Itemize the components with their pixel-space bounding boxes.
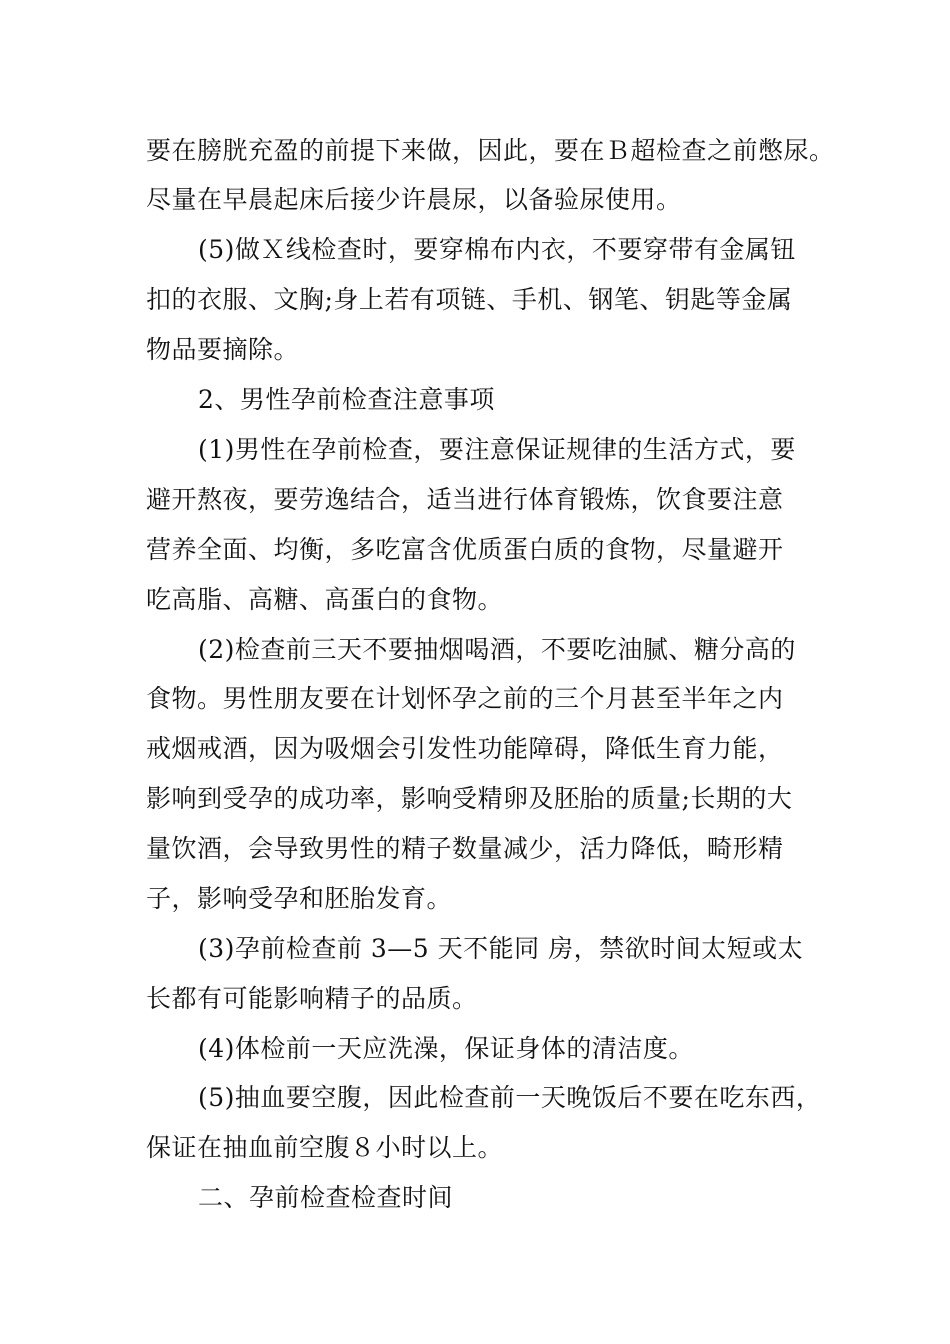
text-line: (5)抽血要空腹，因此检查前一天晚饭后不要在吃东西， (198, 1083, 822, 1112)
text-line: (5)做Ｘ线检查时，要穿棉布内衣，不要穿带有金属钮 (198, 235, 796, 264)
text-line: 保证在抽血前空腹８小时以上。 (146, 1133, 504, 1162)
section-heading: 2、男性孕前检查注意事项 (198, 385, 495, 414)
text-line: 影响到受孕的成功率，影响受精卵及胚胎的质量;长期的大 (146, 784, 793, 813)
section-heading: 二、孕前检查检查时间 (198, 1183, 454, 1212)
text-line: 要在膀胱充盈的前提下来做，因此，要在Ｂ超检查之前憋尿。 (146, 136, 835, 165)
text-line: 量饮酒，会导致男性的精子数量减少，活力降低，畸形精 (146, 834, 784, 863)
text-line: (4)体检前一天应洗澡，保证身体的清洁度。 (198, 1034, 694, 1063)
text-line: 长都有可能影响精子的品质。 (146, 984, 478, 1013)
text-line: (1)男性在孕前检查，要注意保证规律的生活方式，要 (198, 435, 796, 464)
text-line: 扣的衣服、文胸;身上若有项链、手机、钢笔、钥匙等金属 (146, 285, 793, 314)
text-line: 营养全面、均衡，多吃富含优质蛋白质的食物，尽量避开 (146, 535, 784, 564)
text-line: 物品要摘除。 (146, 335, 300, 364)
text-line: 食物。男性朋友要在计划怀孕之前的三个月甚至半年之内 (146, 684, 784, 713)
text-line: 避开熬夜，要劳逸结合，适当进行体育锻炼，饮食要注意 (146, 485, 784, 514)
text-line: 吃高脂、高糖、高蛋白的食物。 (146, 585, 504, 614)
text-line: 戒烟戒酒，因为吸烟会引发性功能障碍，降低生育力能， (146, 734, 784, 763)
text-line: (2)检查前三天不要抽烟喝酒，不要吃油腻、糖分高的 (198, 635, 796, 664)
text-line: (3)孕前检查前 3—5 天不能同 房，禁欲时间太短或太 (198, 934, 804, 963)
text-line: 子，影响受孕和胚胎发育。 (146, 884, 453, 913)
text-line: 尽量在早晨起床后接少许晨尿，以备验尿使用。 (146, 185, 682, 214)
